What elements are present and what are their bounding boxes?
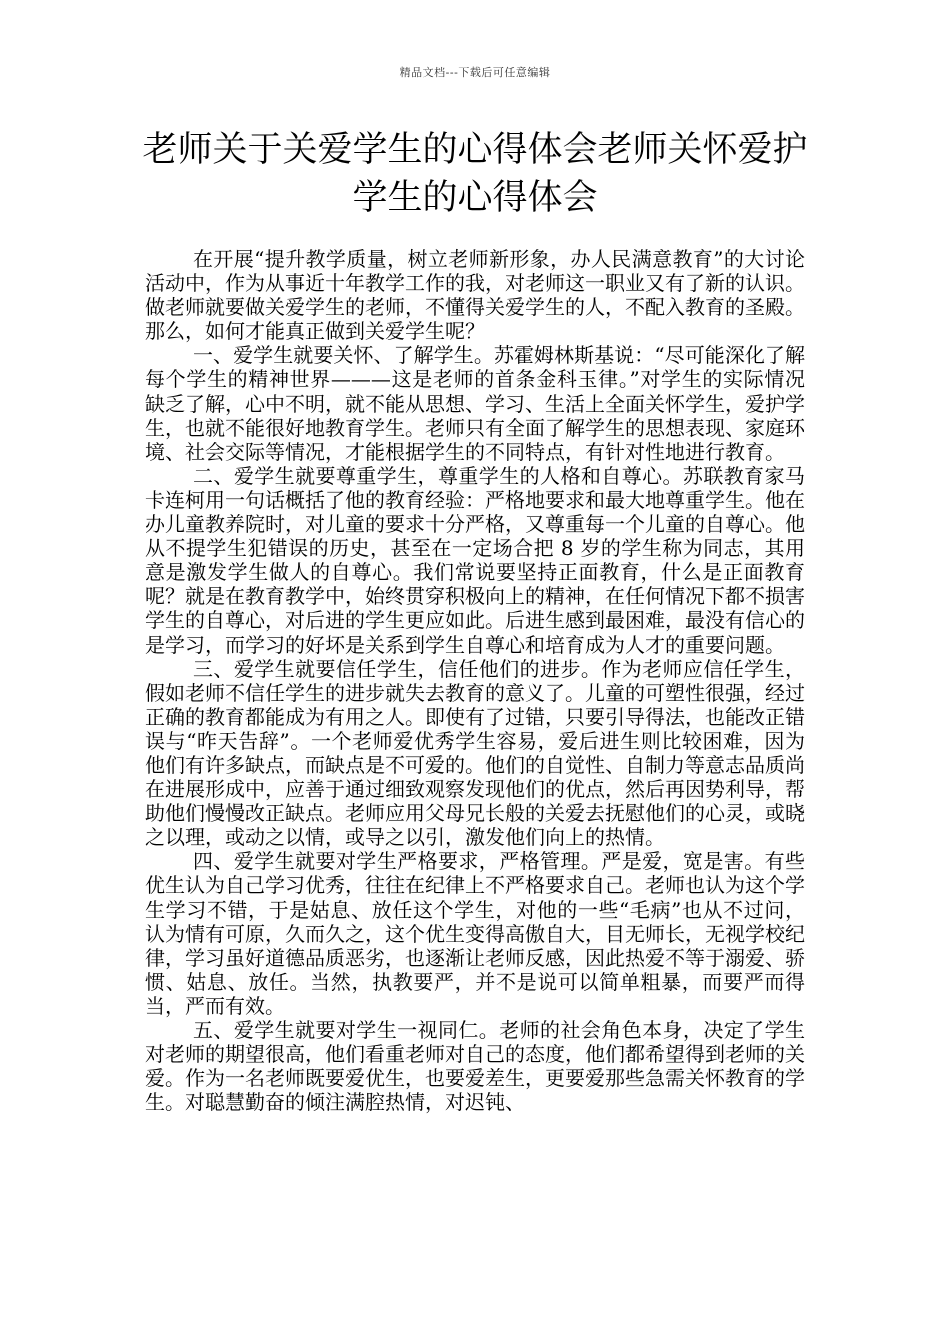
paragraph-3: 三、爱学生就要信任学生，信任他们的进步。作为老师应信任学生，假如老师不信任学生的进步就失去教育的意义了。儿童的可塑性很强，经过正确的教育都能成为有用之人。即使有了过错，只要引导得法，也能改正错误与“昨天告辞”。一个老师爱优秀学生容易，爱后进生则比较困难，因为他们有许多缺点，而缺点是不可爱的。他们的自觉性、自制力等意志品质尚在进展形成中，应善于通过细致观察发现他们的优点，然后再因势利导，帮助他们慢慢改正缺点。老师应用父母兄长般的关爱去抚慰他们的心灵，或晓之以理，或动之以情，或导之以引，激发他们向上的热情。 xyxy=(145,656,805,850)
paragraph-5: 五、爱学生就要对学生一视同仁。老师的社会角色本身，决定了学生对老师的期望很高，他们看重老师对自己的态度，他们都希望得到老师的关爱。作为一名老师既要爱优生，也要爱差生，更要爱那些急需关怀教育的学生。对聪慧勤奋的倾注满腔热情，对迟钝、 xyxy=(145,1018,805,1115)
paragraph-2: 二、爱学生就要尊重学生，尊重学生的人格和自尊心。苏联教育家马卡连柯用一句话概括了他的教育经验：严格地要求和最大地尊重学生。他在办儿童教养院时，对儿童的要求十分严格，又尊重每一个儿童的自尊心。他从不提学生犯错误的历史，甚至在一定场合把 8 岁的学生称为同志，其用意是激发学生做人的自尊心。我们常说要坚持正面教育，什么是正面教育呢？就是在教育教学中，始终贯穿积极向上的精神，在任何情况下都不损害学生的自尊心，对后进的学生更应如此。后进生感到最困难，最没有信心的是学习，而学习的好坏是关系到学生自尊心和培育成为人才的重要问题。 xyxy=(145,463,805,657)
document-title: 老师关于关爱学生的心得体会老师关怀爱护学生的心得体会 xyxy=(142,130,808,218)
paragraph-4: 四、爱学生就要对学生严格要求，严格管理。严是爱，宽是害。有些优生认为自己学习优秀，往往在纪律上不严格要求自己。老师也认为这个学生学习不错，于是姑息、放任这个学生，对他的一些“毛病”也从不过问，认为情有可原，久而久之，这个优生变得高傲自大，目无师长，无视学校纪律，学习虽好道德品质恶劣，也逐渐让老师反感，因此热爱不等于溺爱、骄惯、姑息、放任。当然，执教要严，并不是说可以简单粗暴，而要严而得当，严而有效。 xyxy=(145,849,805,1018)
paragraph-intro: 在开展“提升教学质量，树立老师新形象，办人民满意教育”的大讨论活动中，作为从事近十年教学工作的我，对老师这一职业又有了新的认识。做老师就要做关爱学生的老师，不懂得关爱学生的人，不配入教育的圣殿。那么，如何才能真正做到关爱学生呢？ xyxy=(145,247,805,344)
page-header: 精品文档---下载后可任意编辑 xyxy=(399,66,551,79)
document-body xyxy=(145,247,805,1114)
paragraph-1: 一、爱学生就要关怀、了解学生。苏霍姆林斯基说：“尽可能深化了解每个学生的精神世界———这是老师的首条金科玉律。”对学生的实际情况缺乏了解，心中不明，就不能从思想、学习、生活上全面关怀学生，爱护学生，也就不能很好地教育学生。老师只有全面了解学生的思想表现、家庭环境、社会交际等情况，才能根据学生的不同特点，有针对性地进行教育。 xyxy=(145,343,805,464)
